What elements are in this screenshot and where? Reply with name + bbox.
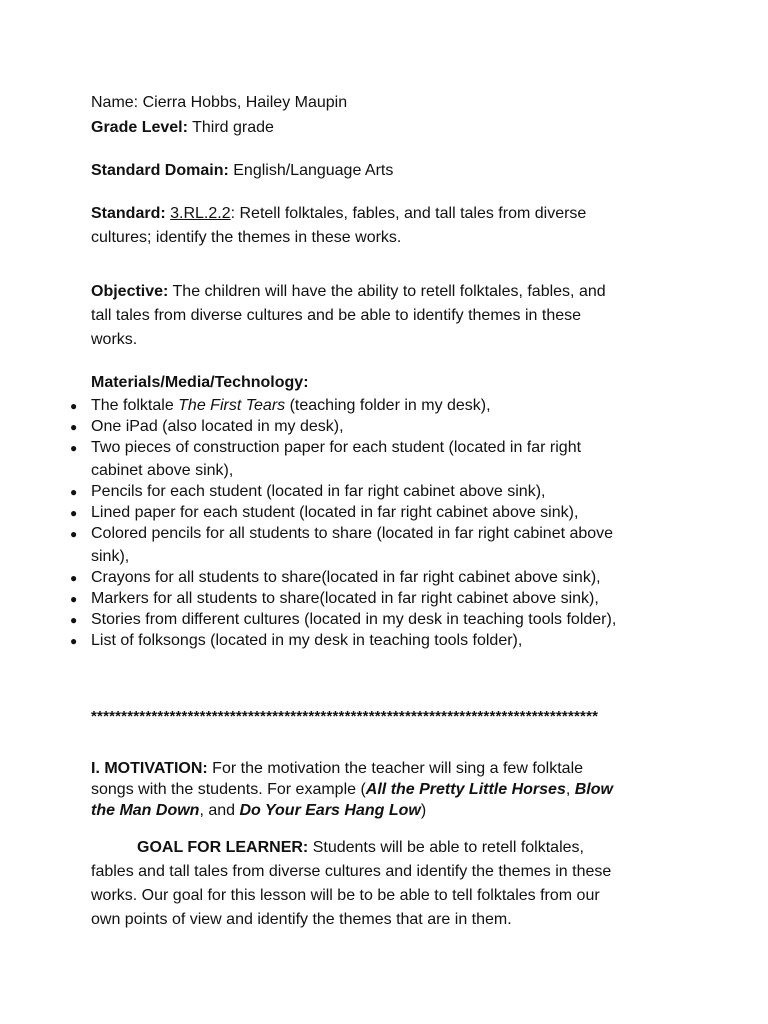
list-item: Pencils for each student (located in far right cabinet above sink), <box>91 483 546 500</box>
name-line <box>91 93 347 113</box>
domain-label: Standard Domain: <box>91 162 229 179</box>
goal-line-1 <box>137 838 584 858</box>
goal-text: Students will be able to retell folktales, <box>308 839 584 856</box>
list-item-continuation: cabinet above sink), <box>91 462 234 479</box>
bullet-icon: ● <box>70 485 78 499</box>
bullet-icon: ● <box>70 527 78 541</box>
separator-and: , and <box>199 802 240 819</box>
list-item-continuation: sink), <box>91 548 130 565</box>
goal-line-4: own points of view and identify the themes that are in them. <box>91 911 512 928</box>
list-item: One iPad (also located in my desk), <box>91 418 344 435</box>
book-title: The First Tears <box>178 397 286 414</box>
standard-line-2: cultures; identify the themes in these works. <box>91 229 402 246</box>
list-item: Two pieces of construction paper for each student (located in far right <box>91 439 582 456</box>
bullet-icon: ● <box>70 613 78 627</box>
grade-value: Third grade <box>187 119 274 136</box>
bullet-icon: ● <box>70 592 78 606</box>
bullet-icon: ● <box>70 399 78 413</box>
name-label: Name: <box>91 94 143 111</box>
list-item: Markers for all students to share(located in far right cabinet above sink), <box>91 590 599 607</box>
standard-label: Standard: <box>91 205 166 222</box>
standard-code-link[interactable]: 3.RL.2.2 <box>170 205 231 222</box>
list-item: Lined paper for each student (located in far right cabinet above sink), <box>91 504 579 521</box>
materials-heading: Materials/Media/Technology: <box>91 374 309 391</box>
grade-label: Grade Level: <box>91 119 188 136</box>
motivation-line-1 <box>91 759 583 779</box>
bullet-icon: ● <box>70 506 78 520</box>
song-title: Do Your Ears Hang Low <box>239 802 421 819</box>
song-title: Blow <box>574 781 613 798</box>
bullet-icon: ● <box>70 634 78 648</box>
objective-text: The children will have the ability to retell folktales, fables, and <box>168 283 606 300</box>
list-item-text: (teaching folder in my desk), <box>285 397 491 414</box>
goal-label: GOAL FOR LEARNER: <box>137 839 309 856</box>
bullet-icon: ● <box>70 420 78 434</box>
bullet-icon: ● <box>70 441 78 455</box>
objective-line-3: works. <box>91 331 138 348</box>
list-item: List of folksongs (located in my desk in teaching tools folder), <box>91 632 523 649</box>
motivation-line-3 <box>91 801 426 821</box>
list-item: Stories from different cultures (located in my desk in teaching tools folder), <box>91 611 617 628</box>
name-value: Cierra Hobbs, Hailey Maupin <box>142 94 348 111</box>
grade-line <box>91 118 274 138</box>
objective-line-1 <box>91 282 606 302</box>
motivation-line-2 <box>91 780 613 800</box>
objective-line-2: tall tales from diverse cultures and be able to identify themes in these <box>91 307 582 324</box>
song-title: the Man Down <box>91 802 200 819</box>
domain-value: English/Language Arts <box>228 162 394 179</box>
goal-line-2: fables and tall tales from diverse cultures and identify the themes in these <box>91 863 612 880</box>
goal-line-3: works. Our goal for this lesson will be to be able to tell folktales from our <box>91 887 600 904</box>
objective-label: Objective: <box>91 283 169 300</box>
list-item: Crayons for all students to share(located in far right cabinet above sink), <box>91 569 601 586</box>
domain-line <box>91 161 393 181</box>
separator: ************************************************************************************ <box>91 708 599 725</box>
bullet-icon: ● <box>70 571 78 585</box>
standard-text: : Retell folktales, fables, and tall tales from diverse <box>230 205 587 222</box>
motivation-text: songs with the students. For example ( <box>91 781 366 798</box>
close-paren: ) <box>420 802 427 819</box>
standard-line-1 <box>91 204 586 224</box>
list-item <box>91 396 491 416</box>
motivation-text: For the motivation the teacher will sing a few folktale <box>207 760 584 777</box>
separator-comma: , <box>565 781 575 798</box>
list-item: Colored pencils for all students to share (located in far right cabinet above <box>91 525 614 542</box>
motivation-label: I. MOTIVATION: <box>91 760 208 777</box>
list-item-text: The folktale <box>91 397 179 414</box>
song-title: All the Pretty Little Horses <box>365 781 566 798</box>
